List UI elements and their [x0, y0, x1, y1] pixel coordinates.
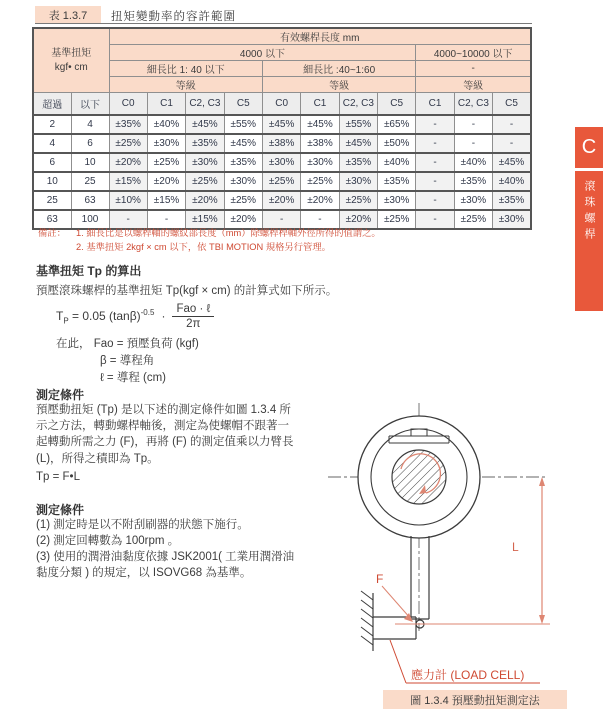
- cell-under: 63: [71, 191, 109, 210]
- where-line-2: β = 導程角: [100, 355, 155, 367]
- calc-intro: 預壓滾珠螺桿的基準扭矩 Tp(kgf × cm) 的計算式如下所示。: [36, 285, 338, 297]
- grade-col-header: C2, C3: [454, 93, 492, 116]
- cell-value: ±20%: [262, 191, 300, 210]
- corner-header: [33, 28, 109, 93]
- formula-t-sub: P: [63, 316, 69, 326]
- cell-value: -: [147, 210, 185, 229]
- grade-col-header: C5: [378, 93, 416, 116]
- dimension-L-arrow-bottom: [539, 615, 545, 624]
- label-F: F: [376, 572, 384, 586]
- grade-col-header: C1: [416, 93, 454, 116]
- cell-under: 4: [71, 115, 109, 134]
- cell-value: ±35%: [454, 172, 492, 191]
- calc-heading: 基準扭矩 Tp 的算出: [36, 264, 142, 278]
- cell-value: ±35%: [224, 153, 262, 172]
- cell-value: -: [416, 115, 454, 134]
- torque-measurement-diagram: [320, 393, 572, 698]
- where-line-3: ℓ = 導程 (cm): [100, 372, 167, 384]
- method-item-1: (1) 測定時是以不附刮刷器的狀態下施行。: [36, 519, 249, 531]
- cell-value: ±55%: [339, 115, 377, 134]
- cell-value: -: [454, 134, 492, 153]
- formula-numerator: Fao · ℓ: [172, 303, 214, 317]
- conditions-heading: 測定條件: [36, 388, 85, 402]
- section-tab-letter: C: [575, 127, 603, 168]
- header-ratio-group-2: 細長比 :40~1:60: [262, 61, 415, 77]
- cell-value: ±40%: [147, 115, 185, 134]
- cell-value: ±65%: [378, 115, 416, 134]
- formula-body: = 0.05 (tanβ): [68, 308, 141, 323]
- cell-value: ±25%: [339, 191, 377, 210]
- cell-value: -: [262, 210, 300, 229]
- cell-value: -: [301, 210, 339, 229]
- col-header-under: 以下: [71, 93, 109, 116]
- cell-value: -: [493, 134, 531, 153]
- formula-dot: ·: [161, 308, 166, 323]
- title-divider: [35, 23, 532, 24]
- cell-over: 10: [33, 172, 71, 191]
- grade-col-header: C2, C3: [186, 93, 224, 116]
- header-grade-1: 等級: [109, 77, 262, 93]
- grade-col-header: C0: [262, 93, 300, 116]
- cell-value: ±45%: [224, 134, 262, 153]
- col-header-over: 超過: [33, 93, 71, 116]
- cell-over: 63: [33, 210, 71, 229]
- note-line-1: 1. 細長比是以螺桿軸的螺紋部長度（mm）除螺桿桿軸外徑所得的值謂之。: [76, 228, 381, 238]
- formula-fraction: [172, 303, 214, 330]
- cell-value: ±20%: [147, 172, 185, 191]
- section-tab-title: 滾珠螺桿: [583, 180, 595, 244]
- cell-value: ±30%: [493, 210, 531, 229]
- F-leader-line: [382, 586, 411, 619]
- cell-value: ±30%: [224, 172, 262, 191]
- grade-col-header: C1: [147, 93, 185, 116]
- method-item-2: (2) 測定回轉數為 100rpm 。: [36, 535, 180, 547]
- cell-value: ±38%: [262, 134, 300, 153]
- cell-value: ±45%: [186, 115, 224, 134]
- header-length-group-2: 4000~10000 以下: [416, 45, 531, 61]
- corner-header-line1: 基準扭矩: [51, 48, 92, 59]
- grade-col-header: C1: [301, 93, 339, 116]
- cell-value: ±45%: [301, 115, 339, 134]
- cell-value: -: [416, 191, 454, 210]
- cell-over: 4: [33, 134, 71, 153]
- cell-value: ±45%: [339, 134, 377, 153]
- cell-value: ±40%: [493, 172, 531, 191]
- cell-value: -: [454, 115, 492, 134]
- wall-hatch: [361, 591, 373, 645]
- header-grade-3: 等級: [416, 77, 531, 93]
- notes-label: 備註：: [38, 228, 66, 238]
- cell-under: 6: [71, 134, 109, 153]
- cell-value: -: [416, 153, 454, 172]
- formula-tp: [56, 303, 214, 330]
- cell-value: ±35%: [378, 172, 416, 191]
- cell-value: ±30%: [147, 134, 185, 153]
- formula-denominator: 2π: [186, 318, 201, 330]
- cell-value: -: [109, 210, 147, 229]
- header-effective-length: 有效螺桿長度 mm: [109, 28, 531, 45]
- dimension-L-arrow-top: [539, 477, 545, 486]
- formula-exponent: -0.5: [140, 307, 155, 317]
- cell-value: ±30%: [301, 153, 339, 172]
- header-length-group-1: 4000 以下: [109, 45, 416, 61]
- torque-tolerance-table: [32, 27, 532, 230]
- cell-under: 100: [71, 210, 109, 229]
- cell-value: ±35%: [186, 134, 224, 153]
- cell-value: ±40%: [378, 153, 416, 172]
- table-row: [33, 115, 531, 134]
- cell-value: -: [493, 115, 531, 134]
- cell-under: 10: [71, 153, 109, 172]
- formula-t: T: [56, 308, 64, 323]
- grade-col-header: C0: [109, 93, 147, 116]
- section-tab-bar: [575, 171, 603, 311]
- label-L: L: [512, 540, 519, 554]
- cell-value: ±20%: [301, 191, 339, 210]
- grade-col-header: C5: [224, 93, 262, 116]
- note-line-2: 2. 基準扭矩 2kgf × cm 以下，依 TBI MOTION 規格另行管理。: [76, 241, 331, 252]
- cell-value: ±10%: [109, 191, 147, 210]
- cell-value: ±25%: [186, 172, 224, 191]
- cell-over: 2: [33, 115, 71, 134]
- cell-value: ±55%: [224, 115, 262, 134]
- cell-value: ±25%: [224, 191, 262, 210]
- cell-value: ±25%: [109, 134, 147, 153]
- table-row: [33, 153, 531, 172]
- cell-value: ±25%: [454, 210, 492, 229]
- conditions-paragraph: 預壓動扭矩 (Tp) 是以下述的測定條件如圖 1.3.4 所示之方法，轉動螺桿軸後，測定為使螺帽不跟著一起轉動所需之力 (F)，再將 (F) 的測定值乘以力臂長 (L)，所得之積即為 Tp。: [36, 404, 294, 465]
- cell-value: ±40%: [454, 153, 492, 172]
- figure-caption: 圖 1.3.4 預壓動扭矩測定法: [383, 690, 567, 709]
- cell-under: 25: [71, 172, 109, 191]
- cell-value: ±45%: [262, 115, 300, 134]
- table-row: [33, 191, 531, 210]
- cell-value: ±30%: [378, 191, 416, 210]
- grade-col-header: C2, C3: [339, 93, 377, 116]
- cell-value: ±20%: [224, 210, 262, 229]
- cell-over: 6: [33, 153, 71, 172]
- table-number-badge: 表 1.3.7: [35, 6, 101, 23]
- cell-value: ±20%: [109, 153, 147, 172]
- table-row: [33, 172, 531, 191]
- cell-value: ±30%: [339, 172, 377, 191]
- corner-header-line2: kgf• cm: [54, 61, 88, 73]
- conditions-result: Tp = F•L: [36, 471, 80, 483]
- cell-value: -: [416, 210, 454, 229]
- cell-value: ±35%: [493, 191, 531, 210]
- header-ratio-group-3: -: [416, 61, 531, 77]
- cell-value: ±20%: [186, 191, 224, 210]
- cell-value: ±30%: [262, 153, 300, 172]
- where-line-1: 在此， Fao = 預壓負荷 (kgf): [56, 338, 199, 350]
- cell-value: ±38%: [301, 134, 339, 153]
- screw-shaft-section: [392, 450, 446, 504]
- cell-value: ±25%: [147, 153, 185, 172]
- cell-value: ±20%: [339, 210, 377, 229]
- cell-value: ±50%: [378, 134, 416, 153]
- cell-value: -: [416, 172, 454, 191]
- grade-col-header: C5: [493, 93, 531, 116]
- cell-over: 25: [33, 191, 71, 210]
- cell-value: ±15%: [186, 210, 224, 229]
- header-ratio-group-1: 細長比 1: 40 以下: [109, 61, 262, 77]
- cell-value: ±25%: [378, 210, 416, 229]
- loadcell-leader-line: [390, 640, 406, 683]
- loadcell-label: 應力計 (LOAD CELL): [411, 668, 525, 682]
- cell-value: ±25%: [301, 172, 339, 191]
- header-grade-2: 等級: [262, 77, 415, 93]
- cell-value: ±15%: [147, 191, 185, 210]
- table-row: [33, 134, 531, 153]
- cell-value: -: [416, 134, 454, 153]
- torque-arm: [411, 536, 429, 628]
- cell-value: ±35%: [109, 115, 147, 134]
- cell-value: ±30%: [454, 191, 492, 210]
- cell-value: ±25%: [262, 172, 300, 191]
- cell-value: ±15%: [109, 172, 147, 191]
- load-cell: [373, 593, 416, 651]
- method-item-3: (3) 使用的潤滑油黏度依據 JSK2001( 工業用潤滑油黏度分類 ) 的規定，以 ISOVG68 為基準。: [36, 551, 295, 580]
- table-title: 扭矩變動率的容許範圍: [111, 11, 236, 23]
- methods-heading: 測定條件: [36, 503, 85, 517]
- cell-value: ±45%: [493, 153, 531, 172]
- notes-block: [38, 227, 381, 254]
- cell-value: ±35%: [339, 153, 377, 172]
- cell-value: ±30%: [186, 153, 224, 172]
